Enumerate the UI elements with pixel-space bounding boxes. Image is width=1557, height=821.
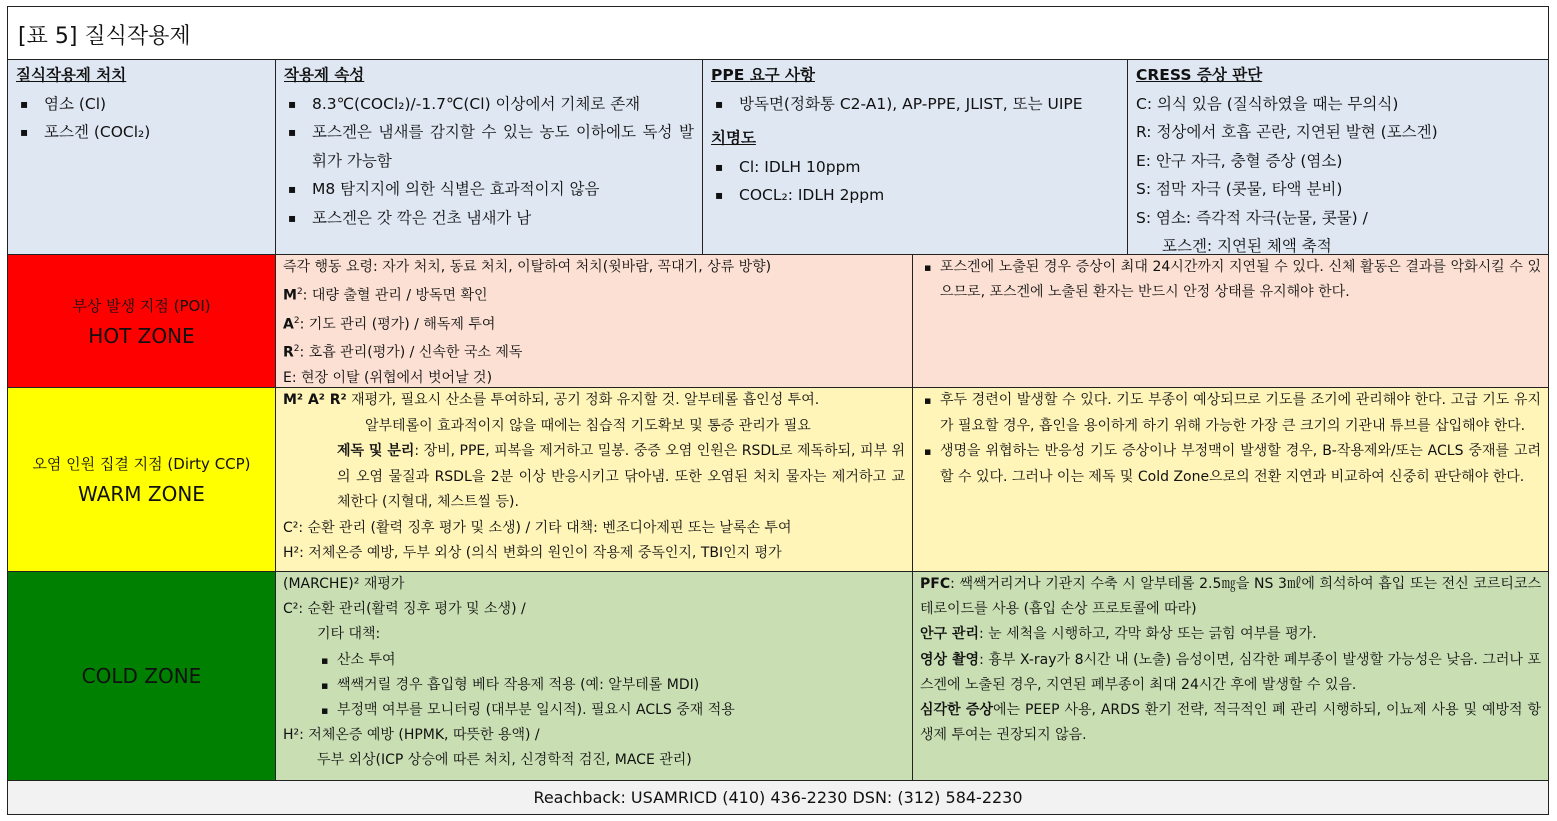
cress-line: 포스겐: 지연된 체액 축적 [1162, 237, 1332, 255]
hot-zone-name: HOT ZONE [88, 323, 195, 348]
lethality-item: ▪ Cl: IDLH 10ppm [711, 153, 1119, 182]
hot-zone-notes [913, 255, 1548, 388]
hot-immediate-action: 즉각 행동 요령: 자가 처치, 동료 처치, 이탈하여 처치(윗바람, 꼭대기, 상류 방향) [283, 259, 772, 275]
cold-zone-actions [276, 572, 913, 781]
header-ppe [703, 60, 1128, 255]
cold-zone-name: COLD ZONE [81, 664, 202, 688]
cress-line: C: 의식 있음 (질식하였을 때는 무의식) [1136, 94, 1399, 113]
treatment-item: ▪ 포스겐 (COCl₂) [16, 118, 267, 147]
cold-item: ▪ 쌕쌕거릴 경우 흡입형 베타 작용제 적용 (예: 알부테롤 MDI) [317, 673, 905, 698]
properties-item: ▪ M8 탐지지에 의한 식별은 효과적이지 않음 [284, 175, 694, 204]
header-cress [1128, 60, 1548, 255]
hot-e-line: E: 현장 이탈 (위협에서 벗어날 것) [283, 369, 493, 386]
warm-decon: 제독 및 분리: 장비, PPE, 피복을 제거하고 밀봉. 중증 오염 인원은 RSDL로 제독하되, 피부 위의 오염 물질과 RSDL을 2분 이상 반응시키고 닦아냄. 또한 오염된 처치 물자는 제거하고 교체한다 (지혈대, 체스트씰 등). [337, 443, 905, 510]
warm-zone-title: 오염 인원 집결 지점 (Dirty CCP) [32, 455, 251, 473]
hot-note: ▪ 포스겐에 노출된 경우 증상이 최대 24시간까지 지연될 수 있다. 신체 활동은 결과를 악화시킬 수 있으므로, 포스겐에 노출된 환자는 반드시 안정 상태를 유지해야 한다. [920, 255, 1541, 305]
cold-h-line2: 두부 외상(ICP 상승에 따른 처치, 신경학적 검진, MACE 관리) [317, 752, 692, 769]
warm-zone-actions [276, 388, 913, 572]
cold-zone-notes [913, 572, 1548, 781]
warm-zone-notes [913, 388, 1548, 572]
properties-item: ▪ 포스겐은 갓 깍은 건초 냄새가 남 [284, 204, 694, 233]
warm-h-line: H²: 저체온증 예방, 두부 외상 (의식 변화의 원인이 작용제 중독인지, TBI인지 평가 [283, 545, 782, 561]
cold-pfc: PFC: 쌕쌕거리거나 기관지 수축 시 알부테롤 2.5㎎을 NS 3㎖에 희석하여 흡입 또는 전신 코르티코스테로이드를 사용 (흡입 손상 프로토콜에 따라) [920, 576, 1541, 618]
hot-zone-label [8, 255, 276, 388]
cold-imaging: 영상 촬영: 흉부 X-ray가 8시간 내 (노출) 음성이면, 심각한 폐부종이 발생할 가능성은 낮음. 그러나 포스겐에 노출된 경우, 지연된 폐부종이 최대 24시간 후에 발생할 수 있음. [920, 651, 1541, 693]
ppe-item: ▪ 방독면(정화통 C2-A1), AP-PPE, JLIST, 또는 UIPE [711, 90, 1119, 119]
cress-heading: CRESS 증상 판단 [1136, 66, 1263, 84]
ppe-heading: PPE 요구 사항 [711, 66, 815, 84]
warm-mar-line: M² A² R² 재평가, 필요시 산소를 투여하되, 공기 정화 유지할 것. 알부테롤 흡인성 투여. [283, 392, 820, 408]
properties-item: ▪ 8.3℃(COCl₂)/-1.7℃(Cl) 이상에서 기체로 존재 [284, 90, 694, 119]
lethality-heading: 치명도 [711, 129, 756, 147]
properties-heading: 작용제 속성 [284, 66, 365, 84]
cress-line: S: 염소: 즉각적 자극(눈물, 콧물) / [1136, 208, 1368, 227]
header-properties [276, 60, 703, 255]
cold-other-label: 기타 대책: [317, 626, 381, 643]
hot-a-line: $A^2$: 기도 관리 (평가) / 해독제 투여 [283, 315, 496, 333]
cress-line: R: 정상에서 호흡 곤란, 지연된 발현 (포스겐) [1136, 123, 1438, 141]
agent-table [7, 6, 1549, 815]
warm-zone-label [8, 388, 276, 572]
cold-zone-label [8, 572, 276, 781]
cress-line: E: 안구 자극, 충혈 증상 (염소) [1136, 151, 1343, 170]
warm-mar-line2: 알부테롤이 효과적이지 않을 때에는 침습적 기도확보 및 통증 관리가 필요 [365, 417, 811, 434]
cold-item: ▪ 산소 투여 [317, 648, 905, 673]
cress-line: S: 점막 자극 (콧물, 타액 분비) [1136, 180, 1343, 198]
treatment-item: ▪ 염소 (Cl) [16, 90, 267, 119]
table-title: [표 5] 질식작용제 [8, 7, 1548, 60]
header-treatment [8, 60, 276, 255]
cold-h-line: H²: 저체온증 예방 (HPMK, 따뜻한 용액) / [283, 727, 540, 744]
cold-item: ▪ 부정맥 여부를 모니터링 (대부분 일시적). 필요시 ACLS 중재 적용 [317, 698, 905, 723]
warm-note: ▪ 후두 경련이 발생할 수 있다. 기도 부종이 예상되므로 기도를 조기에 관리해야 한다. 고급 기도 유지가 필요할 경우, 흡인을 용이하게 하기 위해 가능한 가장 큰 크기의 기관내 튜브를 삽입해야 한다. [920, 388, 1541, 439]
warm-zone-name: WARM ZONE [78, 482, 205, 506]
warm-c-line: C²: 순환 관리 (활력 징후 평가 및 소생) / 기타 대책: 벤조디아제핀 또는 날록손 투여 [283, 519, 792, 536]
hot-r-line: $R^2$: 호흡 관리(평가) / 신속한 국소 제독 [283, 344, 523, 361]
reachback-footer: Reachback: USAMRICD (410) 436-2230 DSN: (312) 584-2230 [8, 781, 1548, 814]
properties-item: ▪ 포스겐은 냄새를 감지할 수 있는 농도 이하에도 독성 발휘가 가능함 [284, 118, 694, 175]
hot-zone-actions [276, 255, 913, 388]
hot-m-line: $M^2$: 대량 출혈 관리 / 방독면 확인 [283, 287, 488, 304]
cold-marche-line: (MARCHE)² 재평가 [283, 576, 405, 592]
lethality-item: ▪ COCL₂: IDLH 2ppm [711, 181, 1119, 210]
treatment-heading: 질식작용제 처치 [16, 66, 127, 84]
cold-severe: 심각한 증상에는 PEEP 사용, ARDS 환기 전략, 적극적인 폐 관리 시행하되, 이뇨제 사용 및 예방적 항생제 투여는 권장되지 않음. [920, 702, 1541, 744]
cold-eye: 안구 관리: 눈 세척을 시행하고, 각막 화상 또는 긁힘 여부를 평가. [920, 626, 1317, 643]
hot-zone-title: 부상 발생 지점 (POI) [72, 296, 211, 315]
cold-c-line: C²: 순환 관리(활력 징후 평가 및 소생) / [283, 601, 526, 618]
warm-note: ▪ 생명을 위협하는 반응성 기도 증상이나 부정맥이 발생할 경우, B-작용제와/또는 ACLS 중재를 고려할 수 있다. 그러나 이는 제독 및 Cold Zone으로의 전환 지연과 비교하여 신중히 판단해야 한다. [920, 439, 1541, 490]
